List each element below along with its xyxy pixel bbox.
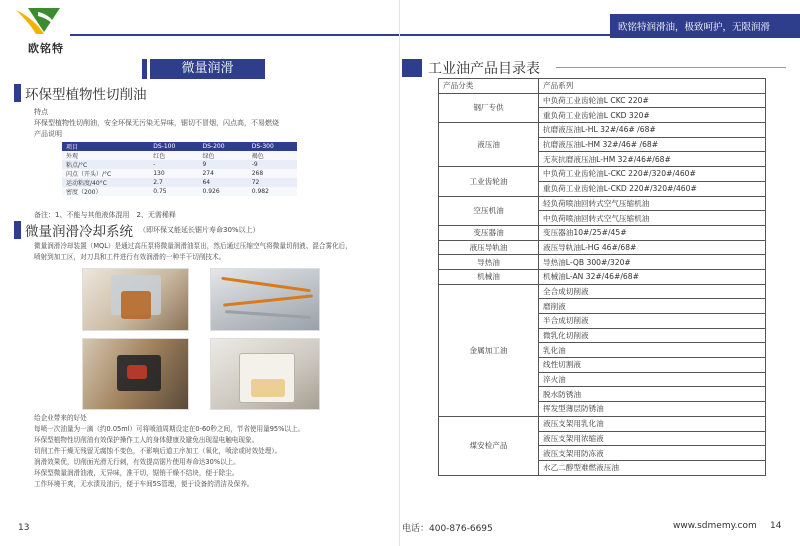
catalog-series-cell: 全合成切削液 (539, 284, 766, 299)
catalog-title-rule (556, 67, 786, 68)
spec-cell: 130 (149, 169, 198, 178)
catalog-series-cell: 脱水防锈油 (539, 387, 766, 402)
catalog-row (439, 93, 766, 108)
spec-cell: 红色 (149, 151, 198, 160)
catalog-series-cell: 变压器油10#/25#/45# (539, 225, 766, 240)
spec-cell: 64 (198, 178, 247, 187)
mql-device-photo (82, 268, 189, 331)
spec-row (62, 187, 297, 196)
catalog-category-cell: 液压油 (439, 123, 539, 167)
benefits-title: 给企业带来的好处 (34, 414, 87, 422)
catalog-category-cell: 空压机油 (439, 196, 539, 225)
spec-row (62, 151, 297, 160)
catalog-series-cell: 液压支架用防冻液 (539, 446, 766, 461)
spec-row (62, 178, 297, 187)
feature-label: 特点 (34, 108, 48, 116)
spec-row (62, 169, 297, 178)
section-mql-heading (14, 220, 260, 240)
catalog-header-row (439, 79, 766, 94)
benefits-block (34, 413, 394, 490)
spec-cell: 运动粘度/40°C (62, 178, 149, 187)
spec-row (62, 160, 297, 169)
catalog-category-cell: 机械油 (439, 269, 539, 284)
benefit-item: 润滑效果优，切削面光滑无行刺，有效提高锯片使用寿命达30%以上。 (34, 458, 240, 466)
catalog-row (439, 240, 766, 255)
spec-cell: -9 (248, 160, 297, 169)
oil-tank-photo (210, 338, 320, 410)
catalog-series-cell: 导热油L-QB 300#/320# (539, 255, 766, 270)
header-category: 产品分类 (439, 79, 539, 94)
spec-cell: 绿色 (198, 151, 247, 160)
section-title: 环保型植物性切削油 (25, 87, 147, 103)
feature-text: 环保型植物性切削油，安全环保无污染无异味，锯切不冒烟，闪点高，不易燃烧 (34, 119, 279, 127)
catalog-row (439, 196, 766, 211)
catalog-series-cell: 微乳化切削液 (539, 328, 766, 343)
catalog-category-cell: 液压导轨油 (439, 240, 539, 255)
section-marker (14, 221, 21, 239)
catalog-series-cell: 重负荷工业齿轮油L CKD 320# (539, 108, 766, 123)
benefit-item: 切削工件干燥无残留无腐蚀不变色，不影响后道工序加工（氧化，喷涂或时效处理）。 (34, 447, 282, 455)
catalog-series-cell: 乳化油 (539, 343, 766, 358)
intro-line: 喷射到加工区，对刀具和工件进行有效润滑的一种半干切削技术。 (34, 253, 226, 261)
benefit-item: 环保型植物性切削油有效保护操作工人的身体健康及避免出现湿电触电现象。 (34, 436, 259, 444)
spec-cell: 268 (248, 169, 297, 178)
catalog-series-cell: 无灰抗磨液压油L-HM 32#/46#/68# (539, 152, 766, 167)
contact-phone: 电话：400-876-6695 (402, 524, 493, 534)
main-title-band (150, 59, 265, 79)
section-cutting-oil-heading (14, 83, 147, 103)
catalog-category-cell: 煤安检产品 (439, 416, 539, 475)
brand-slogan: 欧铭特润滑油，极致呵护，无限润滑 (618, 22, 771, 33)
catalog-heading (402, 58, 540, 78)
product-catalog-table (438, 78, 766, 476)
spec-cell: 褐色 (248, 151, 297, 160)
catalog-category-cell: 金属加工油 (439, 284, 539, 416)
catalog-body (439, 79, 766, 476)
section-marker (14, 84, 21, 102)
mql-intro (34, 241, 394, 263)
spec-cell: 9 (198, 160, 247, 169)
catalog-series-cell: 水乙二醇型难燃液压油 (539, 460, 766, 475)
catalog-series-cell: 磨削液 (539, 299, 766, 314)
benefit-item: 每喷一次油量为一滴（约0.05ml）可将喷油周期设定在0-60秒之间，节省使用量95%以上。 (34, 425, 305, 433)
intro-line: 微量润滑冷却装置（MQL）是通过高压泵将微量润滑油泵出，然后通过压缩空气将微量切削液、混合雾化后， (34, 242, 352, 250)
catalog-series-cell: 抗磨液压油L-HM 32#/46# /68# (539, 137, 766, 152)
spec-cell: 0.75 (149, 187, 198, 196)
spec-header-cell: 项目 (62, 142, 149, 151)
page-number-right: 14 (770, 521, 782, 531)
catalog-series-cell: 挥发型薄层防锈油 (539, 402, 766, 417)
benefit-item: 环保型微量润滑油液，无异味，准干切，锯销干燥不结块，便于除尘。 (34, 469, 239, 477)
catalog-series-cell: 液压支架用乳化油 (539, 416, 766, 431)
catalog-series-cell: 轻负荷喷油回转式空气压缩机油 (539, 196, 766, 211)
catalog-series-cell: 机械油L-AN 32#/46#/68# (539, 269, 766, 284)
brand-name: 欧铭特 (28, 42, 64, 55)
spec-cell: 274 (198, 169, 247, 178)
title-tick (142, 59, 147, 79)
main-title: 微量润滑 (181, 61, 234, 76)
catalog-series-cell: 中负荷工业齿轮油L CKC 220# (539, 93, 766, 108)
catalog-row (439, 225, 766, 240)
spec-cell: 密度（200） (62, 187, 149, 196)
catalog-row (439, 167, 766, 182)
spec-cell: 0.982 (248, 187, 297, 196)
spec-header-cell: DS-100 (149, 142, 198, 151)
header-series: 产品系列 (539, 79, 766, 94)
catalog-category-cell: 钢厂专供 (439, 93, 539, 122)
spec-cell: - (149, 160, 198, 169)
spec-cell: 0.926 (198, 187, 247, 196)
spec-header-row (62, 142, 297, 151)
catalog-title: 工业油产品目录表 (428, 61, 540, 77)
spec-cell: 粘点/°C (62, 160, 149, 169)
catalog-category-cell: 变压器油 (439, 225, 539, 240)
section-title-note: （即环保又能延长锯片寿命30%以上） (139, 226, 260, 234)
catalog-row (439, 416, 766, 431)
catalog-series-cell: 线性切割液 (539, 358, 766, 373)
spec-cell: 外观 (62, 151, 149, 160)
catalog-row (439, 269, 766, 284)
spec-table (62, 142, 297, 196)
catalog-row (439, 284, 766, 299)
catalog-series-cell: 液压支架用浓缩液 (539, 431, 766, 446)
spec-header-cell: DS-200 (198, 142, 247, 151)
page-number-left: 13 (18, 523, 30, 533)
catalog-row (439, 123, 766, 138)
catalog-category-cell: 工业齿轮油 (439, 167, 539, 196)
catalog-series-cell: 液压导轨油L-HG 46#/68# (539, 240, 766, 255)
spec-label: 产品说明 (34, 130, 62, 138)
section-marker (402, 59, 422, 77)
benefit-item: 工作环境干爽，无水渍及油污，便于车间5S管理，便于设备的清洁及保养。 (34, 480, 254, 488)
mql-installed-photo (82, 338, 189, 410)
catalog-series-cell: 中负荷工业齿轮油L-CKC 220#/320#/460# (539, 167, 766, 182)
section-title: 微量润滑冷却系统 (25, 224, 133, 240)
catalog-series-cell: 抗磨液压油L-HL 32#/46# /68# (539, 123, 766, 138)
spec-cell: 2.7 (149, 178, 198, 187)
spec-header-cell: DS-300 (248, 142, 297, 151)
catalog-row (439, 255, 766, 270)
catalog-series-cell: 淬火油 (539, 372, 766, 387)
nozzle-tubes-photo (210, 268, 320, 331)
catalog-series-cell: 重负荷工业齿轮油L-CKD 220#/320#/460# (539, 181, 766, 196)
catalog-series-cell: 中负荷喷油回转式空气压缩机油 (539, 211, 766, 226)
website-url: www.sdmemy.com (673, 521, 757, 531)
catalog-series-cell: 半合成切削液 (539, 314, 766, 329)
spec-cell: 72 (248, 178, 297, 187)
spec-cell: 闪点（开头）/°C (62, 169, 149, 178)
spec-note: 备注：1、不能与其他液体混用 2、无需稀释 (34, 211, 176, 219)
catalog-category-cell: 导热油 (439, 255, 539, 270)
